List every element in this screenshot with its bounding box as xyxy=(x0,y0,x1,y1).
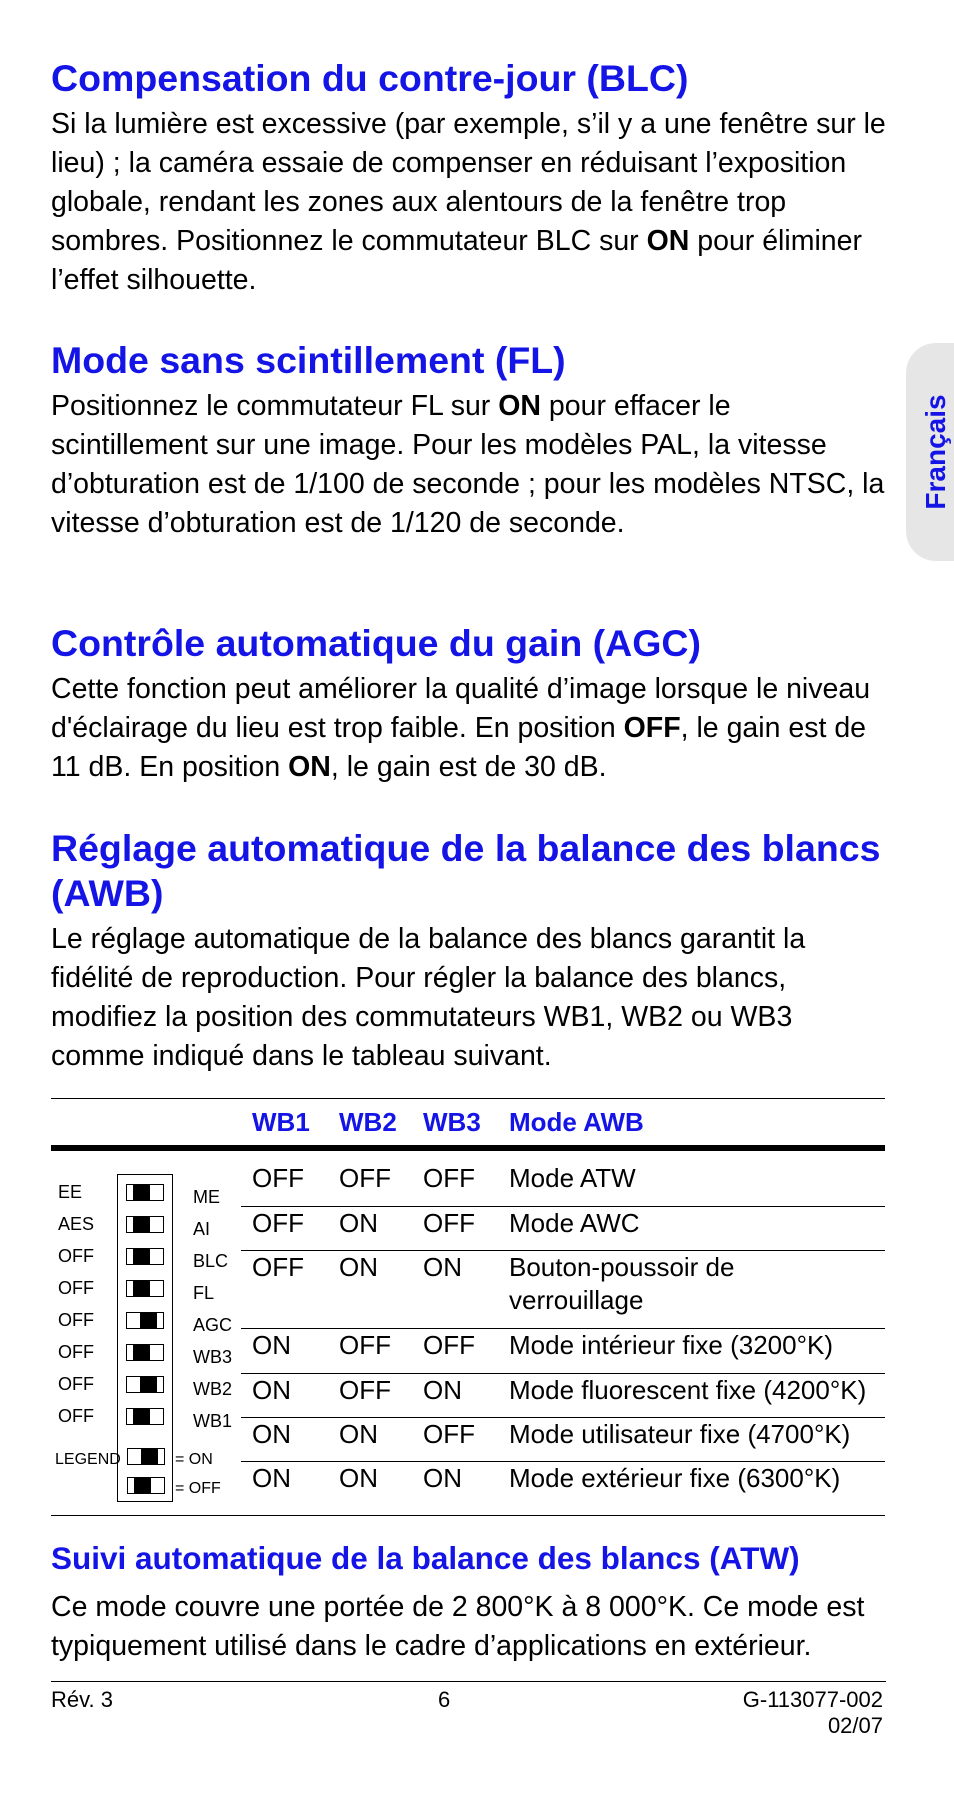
table-cell: OFF xyxy=(252,1163,304,1193)
table-cell: ON xyxy=(339,1419,378,1449)
text-part: Si la lumière est excessive (par exemple, s’il y a une fenêtre sur le lieu) ; la caméra essaie de compenser en réduisant l’exposition globale, rendant les zones aux alentours de la fenêtre trop sombres. Positionnez le commutateur BLC sur xyxy=(51,108,886,257)
bold-text: ON xyxy=(646,225,690,257)
switch-right-label: WB3 xyxy=(193,1347,233,1367)
switch-right-label: AGC xyxy=(193,1315,233,1335)
switch-left-label: AES xyxy=(58,1214,95,1234)
table-cell: ON xyxy=(423,1375,462,1405)
footer-rule xyxy=(51,1681,886,1682)
switch-right-label: ME xyxy=(193,1187,220,1207)
switch-toggle-icon xyxy=(126,1408,164,1425)
switch-right-label: WB1 xyxy=(193,1411,233,1431)
switch-toggle-icon xyxy=(126,1216,164,1233)
table-top-rule xyxy=(51,1098,885,1099)
switch-left-label: OFF xyxy=(58,1310,94,1330)
table-cell: ON xyxy=(339,1208,378,1238)
footer-doc-number: G-113077-002 xyxy=(742,1687,883,1712)
footer-page-number: 6 xyxy=(438,1687,451,1712)
footer-revision: Rév. 3 xyxy=(51,1687,113,1712)
legend-off-toggle-icon xyxy=(127,1477,165,1494)
table-cell: Mode intérieur fixe (3200°K) xyxy=(509,1330,833,1360)
table-cell: OFF xyxy=(423,1208,475,1238)
section-title-atw: Suivi automatique de la balance des blancs (ATW) xyxy=(51,1540,800,1576)
switch-toggle-icon xyxy=(126,1312,164,1329)
switch-toggle-icon xyxy=(126,1248,164,1265)
table-cell: OFF xyxy=(339,1330,391,1360)
legend-label: LEGEND xyxy=(55,1451,121,1468)
switch-toggle-icon xyxy=(126,1344,164,1361)
section-title-fl: Mode sans scintillement (FL) xyxy=(51,339,566,381)
footer-date: 02/07 xyxy=(827,1713,883,1738)
section-awb xyxy=(51,826,886,1076)
section-blc xyxy=(51,56,886,300)
bold-text: ON xyxy=(498,390,541,422)
switch-toggle-icon xyxy=(126,1280,164,1297)
section-title-awb: Réglage automatique de la balance des blancs (AWB) xyxy=(51,827,881,914)
switch-right-label: FL xyxy=(193,1283,215,1303)
legend-on-label: = ON xyxy=(175,1451,213,1468)
text-part: , le gain est de 11 dB. En position xyxy=(51,712,867,783)
table-cell: OFF xyxy=(339,1163,391,1193)
table-cell: OFF xyxy=(423,1419,475,1449)
table-header-wb1: WB1 xyxy=(252,1107,310,1137)
switch-right-label: WB2 xyxy=(193,1379,233,1399)
table-cell: OFF xyxy=(423,1330,475,1360)
table-cell: ON xyxy=(339,1463,378,1493)
section-atw xyxy=(51,1538,886,1666)
section-text-blc xyxy=(51,105,886,300)
table-cell: OFF xyxy=(252,1208,304,1238)
table-cell: ON xyxy=(423,1252,462,1282)
table-cell: Mode AWC xyxy=(509,1208,640,1238)
section-agc xyxy=(51,621,886,787)
legend-on-toggle-icon xyxy=(127,1448,165,1465)
table-cell: OFF xyxy=(339,1375,391,1405)
legend-off-label: = OFF xyxy=(175,1480,221,1497)
table-cell: OFF xyxy=(423,1163,475,1193)
table-cell: ON xyxy=(423,1463,462,1493)
table-header-wb2: WB2 xyxy=(339,1107,397,1137)
switch-toggle-icon xyxy=(126,1184,164,1201)
bold-text: ON xyxy=(288,751,331,783)
switch-left-label: OFF xyxy=(58,1246,94,1266)
table-cell: Mode ATW xyxy=(509,1163,636,1193)
table-cell: ON xyxy=(339,1252,378,1282)
text-part: Positionnez le commutateur FL sur xyxy=(51,390,499,422)
table-cell: OFF xyxy=(252,1252,304,1282)
language-tab xyxy=(906,343,954,561)
switch-right-label: BLC xyxy=(193,1251,229,1271)
section-text-agc xyxy=(51,670,886,787)
table-cell: Mode fluorescent fixe (4200°K) xyxy=(509,1375,867,1405)
table-header-rule xyxy=(51,1145,885,1151)
switch-left-label: OFF xyxy=(58,1278,94,1298)
table-cell: Mode utilisateur fixe (4700°K) xyxy=(509,1419,851,1449)
bold-text: OFF xyxy=(623,712,681,744)
table-cell: Bouton-poussoir de verrouillage xyxy=(509,1252,735,1315)
table-cell: ON xyxy=(252,1330,291,1360)
switch-right-label: AI xyxy=(193,1219,211,1239)
section-title-blc: Compensation du contre-jour (BLC) xyxy=(51,57,689,99)
section-fl xyxy=(51,338,886,543)
table-cell: ON xyxy=(252,1375,291,1405)
table-bottom-rule xyxy=(51,1515,885,1516)
section-text-atw: Ce mode couvre une portée de 2 800°K à 8 000°K. Ce mode est typiquement utilisé dans le cadre d’applications en extérieur. xyxy=(51,1591,865,1662)
switch-left-label: OFF xyxy=(58,1374,94,1394)
section-text-awb: Le réglage automatique de la balance des blancs garantit la fidélité de reproduction. Pour régler la balance des blancs, modifiez la position des commutateurs WB1, WB2 ou WB3 comme indiqué dans le tableau suivant. xyxy=(51,923,806,1072)
section-text-fl xyxy=(51,387,886,543)
table-header-mode: Mode AWB xyxy=(509,1107,644,1137)
section-title-agc: Contrôle automatique du gain (AGC) xyxy=(51,622,701,664)
switch-left-label: OFF xyxy=(58,1342,94,1362)
text-part: Cette fonction peut améliorer la qualité d’image lorsque le niveau d'éclairage du lieu est trop faible. En position xyxy=(51,673,871,744)
switch-toggle-icon xyxy=(126,1376,164,1393)
text-part: pour effacer le scintillement sur une image. Pour les modèles PAL, la vitesse d’obturation est de 1/100 de seconde ; pour les modèles NTSC, la vitesse d’obturation est de 1/120 de seconde. xyxy=(51,390,885,539)
text-part: pour éliminer l’effet silhouette. xyxy=(51,225,862,296)
switch-left-label: EE xyxy=(58,1182,83,1202)
language-tab-label: Français xyxy=(920,394,951,510)
awb-table xyxy=(51,1098,885,1516)
text-part: , le gain est de 30 dB. xyxy=(330,751,607,783)
switch-left-label: OFF xyxy=(58,1406,94,1426)
table-cell: Mode extérieur fixe (6300°K) xyxy=(509,1463,841,1493)
table-cell: ON xyxy=(252,1419,291,1449)
table-header-wb3: WB3 xyxy=(423,1107,481,1137)
table-cell: ON xyxy=(252,1463,291,1493)
